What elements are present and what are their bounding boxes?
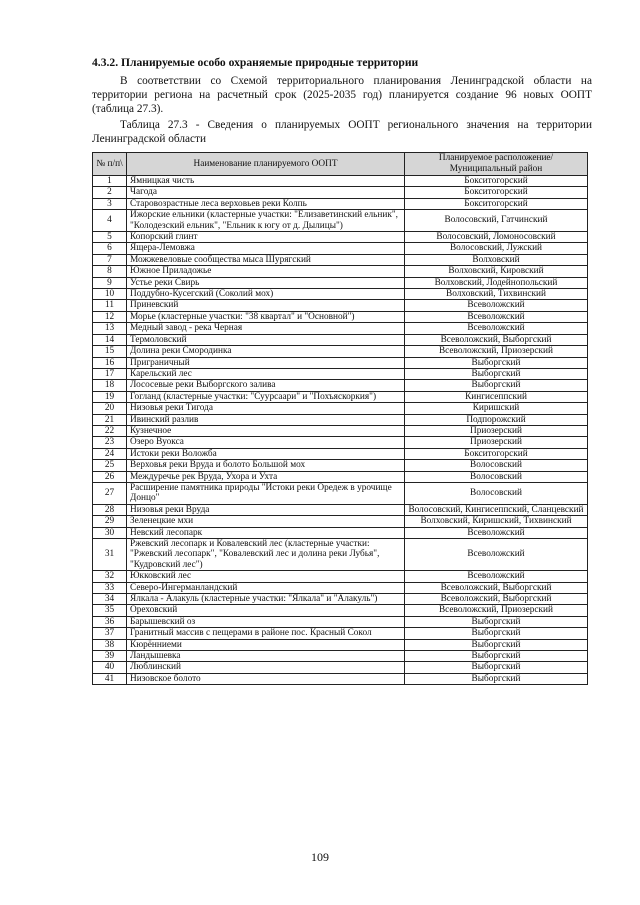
cell-number: 8 [93, 266, 127, 277]
cell-number: 41 [93, 673, 127, 684]
cell-location: Волховский, Кировский [405, 266, 588, 277]
cell-location: Всеволожский, Приозерский [405, 346, 588, 357]
cell-oopt-name: Поддубно-Кусегский (Соколий мох) [127, 289, 405, 300]
table-row [93, 527, 588, 538]
oopt-table [92, 152, 588, 685]
cell-location: Всеволожский, Выборгский [405, 334, 588, 345]
table-row [93, 300, 588, 311]
cell-number: 6 [93, 243, 127, 254]
cell-oopt-name: Гранитный массив с пещерами в районе пос. Красный Сокол [127, 628, 405, 639]
table-row [93, 414, 588, 425]
cell-number: 26 [93, 471, 127, 482]
table-row [93, 334, 588, 345]
table-row [93, 368, 588, 379]
cell-number: 9 [93, 277, 127, 288]
page-number: 109 [311, 850, 329, 864]
cell-number: 27 [93, 482, 127, 504]
cell-oopt-name: Долина реки Смородинка [127, 346, 405, 357]
cell-number: 37 [93, 628, 127, 639]
cell-number: 14 [93, 334, 127, 345]
cell-oopt-name: Приграничный [127, 357, 405, 368]
cell-number: 31 [93, 539, 127, 571]
cell-location: Волховский, Киришский, Тихвинский [405, 516, 588, 527]
cell-number: 35 [93, 605, 127, 616]
cell-number: 24 [93, 448, 127, 459]
cell-location: Волосовский [405, 460, 588, 471]
cell-oopt-name: Ржевский лесопарк и Ковалевский лес (кластерные участки: "Ржевский лесопарк", "Ковалевский лес и долина реки Лубья", "Кудровский лес") [127, 539, 405, 571]
cell-location: Выборгский [405, 357, 588, 368]
cell-location: Киришский [405, 403, 588, 414]
cell-location: Волховский, Лодейнопольский [405, 277, 588, 288]
cell-number: 12 [93, 311, 127, 322]
cell-oopt-name: Ялкала - Алакуль (кластерные участки: "Ялкала" и "Алакуль") [127, 594, 405, 605]
table-row [93, 289, 588, 300]
cell-number: 22 [93, 425, 127, 436]
cell-location: Бокситогорский [405, 198, 588, 209]
cell-number: 17 [93, 368, 127, 379]
cell-location: Волховский [405, 254, 588, 265]
cell-number: 20 [93, 403, 127, 414]
cell-oopt-name: Барышевский оз [127, 616, 405, 627]
table-caption: Таблица 27.3 - Сведения о планируемых ООПТ регионального значения на территории Ленинградской области [92, 119, 592, 145]
cell-oopt-name: Озеро Вуокса [127, 437, 405, 448]
table-row [93, 628, 588, 639]
cell-number: 38 [93, 639, 127, 650]
cell-number: 40 [93, 662, 127, 673]
cell-oopt-name: Кузнечное [127, 425, 405, 436]
cell-number: 29 [93, 516, 127, 527]
cell-number: 21 [93, 414, 127, 425]
table-row [93, 448, 588, 459]
table-row [93, 357, 588, 368]
cell-location: Всеволожский [405, 571, 588, 582]
table-row [93, 391, 588, 402]
cell-oopt-name: Ландышевка [127, 651, 405, 662]
cell-location: Всеволожский, Приозерский [405, 605, 588, 616]
cell-number: 34 [93, 594, 127, 605]
table-row [93, 243, 588, 254]
cell-number: 10 [93, 289, 127, 300]
cell-number: 30 [93, 527, 127, 538]
table-row [93, 176, 588, 187]
cell-location: Приозерский [405, 437, 588, 448]
cell-oopt-name: Расширение памятника природы "Истоки реки Оредеж в урочище Донцо" [127, 482, 405, 504]
cell-oopt-name: Ижорские ельники (кластерные участки: "Елизаветинский ельник", "Колодезский ельник", "Ельник к югу от д. Дылицы") [127, 210, 405, 232]
cell-number: 19 [93, 391, 127, 402]
cell-location: Приозерский [405, 425, 588, 436]
table-row [93, 323, 588, 334]
cell-location: Всеволожский [405, 539, 588, 571]
table-row [93, 651, 588, 662]
header-location: Планируемое расположение/ Муниципальный район [405, 153, 588, 176]
cell-location: Всеволожский [405, 311, 588, 322]
cell-location: Бокситогорский [405, 448, 588, 459]
intro-paragraph: В соответствии со Схемой территориального планирования Ленинградской области на территории региона на расчетный срок (2025-2035 год) планируется создание 96 новых ООПТ (таблица 27.3). [92, 75, 592, 115]
table-header-row [93, 153, 588, 176]
cell-oopt-name: Можжевеловые сообщества мыса Шурягский [127, 254, 405, 265]
cell-number: 13 [93, 323, 127, 334]
cell-location: Волосовский, Лужский [405, 243, 588, 254]
cell-number: 11 [93, 300, 127, 311]
cell-oopt-name: Чагода [127, 187, 405, 198]
cell-location: Выборгский [405, 651, 588, 662]
table-row [93, 482, 588, 504]
cell-oopt-name: Ивинский разлив [127, 414, 405, 425]
cell-number: 32 [93, 571, 127, 582]
cell-number: 7 [93, 254, 127, 265]
table-row [93, 639, 588, 650]
table-row [93, 582, 588, 593]
cell-location: Всеволожский, Выборгский [405, 594, 588, 605]
cell-location: Волосовский, Гатчинский [405, 210, 588, 232]
cell-oopt-name: Ямницкая чисть [127, 176, 405, 187]
cell-number: 28 [93, 504, 127, 515]
table-body [93, 176, 588, 685]
cell-location: Выборгский [405, 639, 588, 650]
cell-oopt-name: Верховья реки Вруда и болото Большой мох [127, 460, 405, 471]
cell-number: 4 [93, 210, 127, 232]
cell-location: Выборгский [405, 380, 588, 391]
cell-location: Бокситогорский [405, 187, 588, 198]
cell-location: Выборгский [405, 616, 588, 627]
table-row [93, 539, 588, 571]
cell-oopt-name: Копорский глинт [127, 232, 405, 243]
cell-oopt-name: Южное Приладожье [127, 266, 405, 277]
table-header [93, 153, 588, 176]
table-row [93, 346, 588, 357]
cell-location: Кингисеппский [405, 391, 588, 402]
cell-number: 2 [93, 187, 127, 198]
cell-number: 3 [93, 198, 127, 209]
cell-oopt-name: Низовья реки Тигода [127, 403, 405, 414]
cell-oopt-name: Медный завод - река Черная [127, 323, 405, 334]
cell-number: 39 [93, 651, 127, 662]
table-row [93, 198, 588, 209]
cell-location: Выборгский [405, 628, 588, 639]
cell-location: Волосовский, Кингисеппский, Сланцевский [405, 504, 588, 515]
cell-oopt-name: Гогланд (кластерные участки: "Суурсаари" и "Похъяскоркия") [127, 391, 405, 402]
table-row [93, 210, 588, 232]
cell-oopt-name: Низовское болото [127, 673, 405, 684]
table-row [93, 616, 588, 627]
cell-number: 1 [93, 176, 127, 187]
cell-location: Всеволожский [405, 300, 588, 311]
cell-location: Бокситогорский [405, 176, 588, 187]
cell-oopt-name: Зеленецкие мхи [127, 516, 405, 527]
table-row [93, 380, 588, 391]
table-row [93, 571, 588, 582]
cell-location: Волосовский [405, 482, 588, 504]
cell-oopt-name: Морье (кластерные участки: "38 квартал" и "Основной") [127, 311, 405, 322]
cell-location: Волосовский [405, 471, 588, 482]
cell-oopt-name: Ящера-Лемовжа [127, 243, 405, 254]
cell-location: Выборгский [405, 368, 588, 379]
header-number: № п/п\ [93, 153, 127, 176]
table-row [93, 403, 588, 414]
table-row [93, 437, 588, 448]
table-row [93, 187, 588, 198]
table-row [93, 673, 588, 684]
cell-oopt-name: Приневский [127, 300, 405, 311]
header-name: Наименование планируемого ООПТ [127, 153, 405, 176]
cell-number: 23 [93, 437, 127, 448]
cell-oopt-name: Термоловский [127, 334, 405, 345]
cell-oopt-name: Карельский лес [127, 368, 405, 379]
cell-oopt-name: Северо-Ингерманландский [127, 582, 405, 593]
table-row [93, 266, 588, 277]
cell-number: 15 [93, 346, 127, 357]
cell-oopt-name: Кюрённиеми [127, 639, 405, 650]
cell-number: 18 [93, 380, 127, 391]
cell-number: 16 [93, 357, 127, 368]
table-row [93, 504, 588, 515]
cell-oopt-name: Истоки реки Воложба [127, 448, 405, 459]
cell-oopt-name: Старовозрастные леса верховьев реки Колпь [127, 198, 405, 209]
table-row [93, 232, 588, 243]
table-row [93, 425, 588, 436]
cell-number: 33 [93, 582, 127, 593]
table-row [93, 311, 588, 322]
cell-location: Всеволожский [405, 323, 588, 334]
table-row [93, 516, 588, 527]
table-row [93, 460, 588, 471]
cell-location: Волосовский, Ломоносовский [405, 232, 588, 243]
cell-oopt-name: Юкковский лес [127, 571, 405, 582]
cell-oopt-name: Низовья реки Вруда [127, 504, 405, 515]
cell-oopt-name: Устье реки Свирь [127, 277, 405, 288]
cell-location: Подпорожский [405, 414, 588, 425]
table-row [93, 277, 588, 288]
cell-number: 25 [93, 460, 127, 471]
cell-oopt-name: Невский лесопарк [127, 527, 405, 538]
section-heading: 4.3.2. Планируемые особо охраняемые природные территории [92, 56, 419, 69]
cell-location: Всеволожский [405, 527, 588, 538]
cell-number: 36 [93, 616, 127, 627]
table-row [93, 254, 588, 265]
cell-location: Выборгский [405, 662, 588, 673]
table-row [93, 605, 588, 616]
cell-oopt-name: Междуречье рек Вруда, Ухора и Ухта [127, 471, 405, 482]
cell-location: Выборгский [405, 673, 588, 684]
table-row [93, 594, 588, 605]
cell-location: Всеволожский, Выборгский [405, 582, 588, 593]
cell-location: Волховский, Тихвинский [405, 289, 588, 300]
table-row [93, 662, 588, 673]
table-row [93, 471, 588, 482]
cell-oopt-name: Ореховский [127, 605, 405, 616]
cell-number: 5 [93, 232, 127, 243]
cell-oopt-name: Люблинский [127, 662, 405, 673]
cell-oopt-name: Лососевые реки Выборгского залива [127, 380, 405, 391]
